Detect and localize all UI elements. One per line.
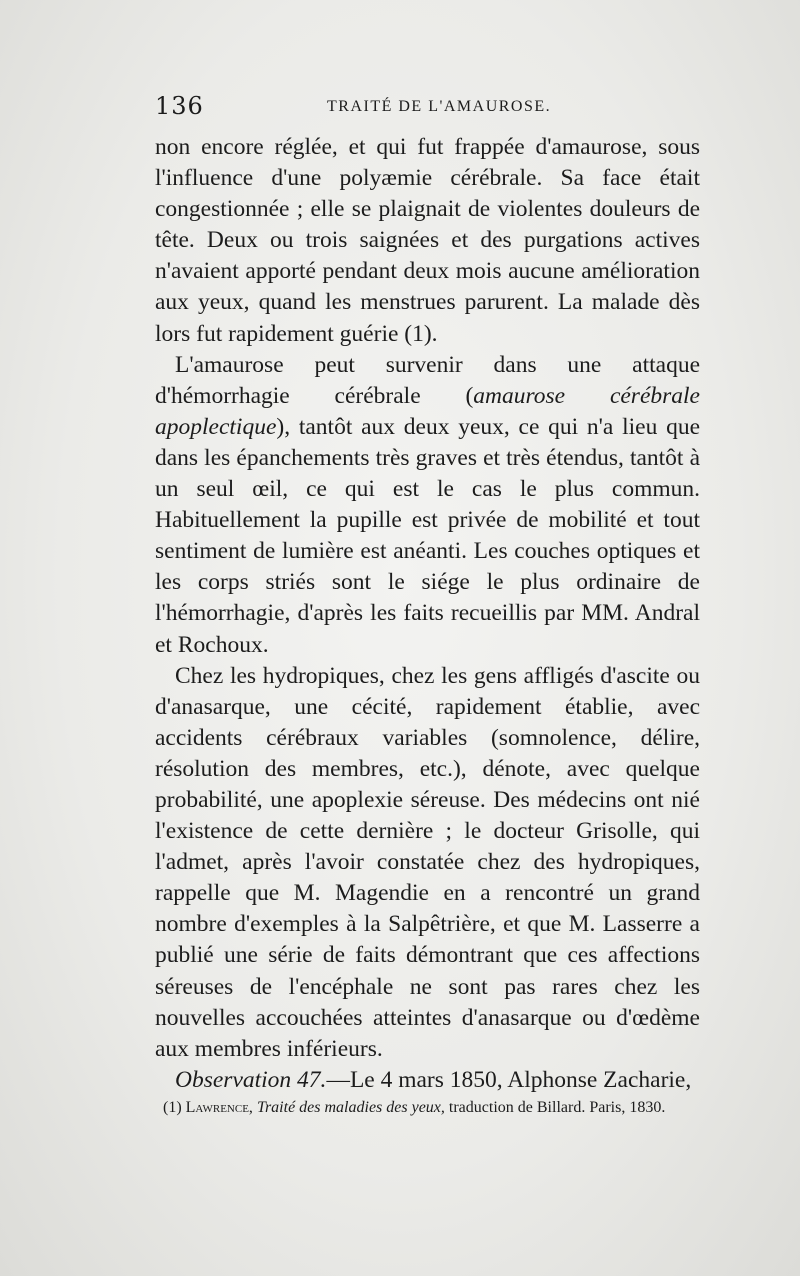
paragraph-continuation: non encore réglée, et qui fut frappée d'amaurose, sous l'influence d'une polyæmie cérébrale. Sa face était congestionnée ; elle se plaignait de violentes douleurs de tête. Deux ou trois saignées et des purgations actives n'avaient apporté pendant deux mois aucune amélioration aux yeux, quand les menstrues parurent. La malade dès lors fut rapidement guérie (1). <box>155 134 700 347</box>
observation-text: —Le 4 mars 1850, Alphonse Zacharie, <box>326 1066 692 1093</box>
footnote-marker: (1) <box>163 1099 182 1116</box>
observation-label: Observation 47. <box>175 1066 327 1093</box>
footnote-citation: traduction de Billard. Paris, 1830. <box>448 1099 666 1116</box>
paragraph-text: L'amaurose peut survenir dans une attaque d'hémorrhagie cérébrale ( <box>155 351 700 409</box>
paragraph-hydropics: Chez les hydropiques, chez les gens affligés d'ascite ou d'anasarque, une cécité, rapidement établie, avec accidents cérébraux variables (somnolence, délire, résolution des membres, etc.), dénote, avec quelque probabilité, une apoplexie séreuse. Des médecins ont nié l'existence de cette dernière ; le docteur Grisolle, qui l'admet, après l'avoir constatée chez des hydropiques, rappelle que M. Magendie en a rencontré un grand nombre d'exemples à la Salpêtrière, et que M. Lasserre a publié une série de faits démontrant que ces affections séreuses de l'encéphale ne sont pas rares chez les nouvelles accouchées atteintes d'anasarque ou d'œdème aux membres inférieurs. <box>155 662 700 1062</box>
footnote-author: Lawrence, <box>185 1099 253 1116</box>
running-title: TRAITÉ DE L'AMAUROSE. <box>327 98 552 115</box>
italic-term: amaurose cérébrale apoplectique <box>155 382 700 440</box>
page-number: 136 <box>155 92 204 120</box>
running-head <box>155 92 695 124</box>
paragraph-observation <box>155 1065 700 1096</box>
footnote <box>155 1097 695 1118</box>
paragraph-cerebral-hemorrhage <box>155 350 700 661</box>
body-text <box>155 132 700 1096</box>
footnote-title: Traité des maladies des yeux, <box>256 1099 445 1116</box>
paragraph-text: ), tantôt aux deux yeux, ce qui n'a lieu que dans les épanchements très graves et très étendus, tantôt à un seul œil, ce qui est le cas le plus commun. Habituellement la pupille est privée de mobilité et tout sentiment de lumière est anéanti. Les couches optiques et les corps striés sont le siége le plus ordinaire de l'hémorrhagie, d'après les faits recueillis par MM. Andral et Rochoux. <box>155 413 700 658</box>
